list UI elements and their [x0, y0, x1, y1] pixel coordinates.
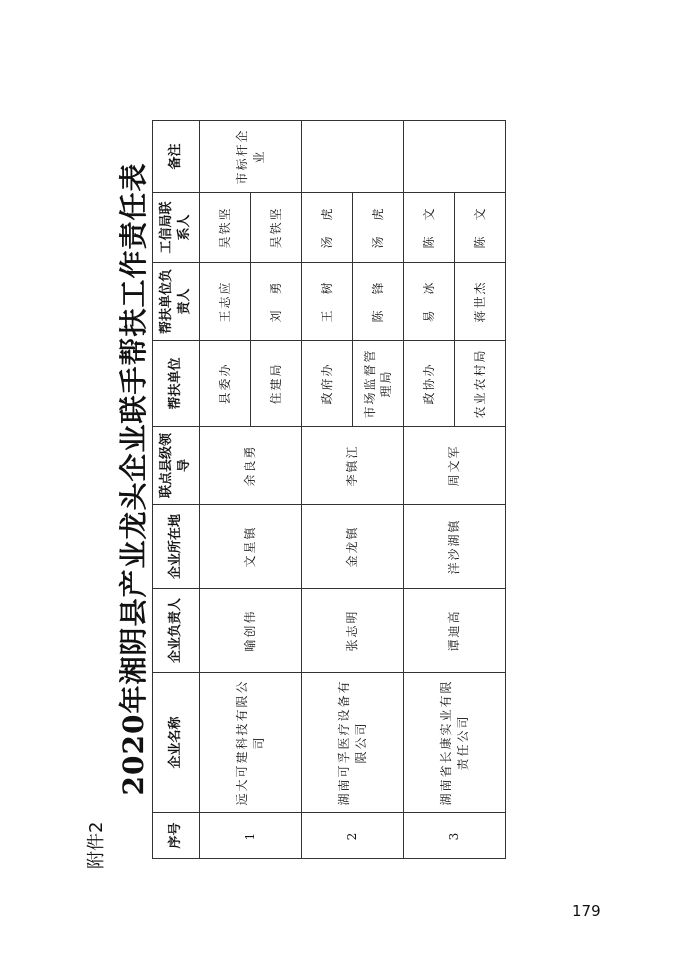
cell-county-leader: 余良勇 — [200, 427, 302, 505]
cell-unit: 农业农村局 — [455, 341, 506, 427]
cell-contact: 陈 文 — [455, 193, 506, 263]
cell-no: 3 — [404, 813, 506, 859]
cell-unit: 住建局 — [251, 341, 302, 427]
cell-no: 1 — [200, 813, 302, 859]
cell-no: 2 — [302, 813, 404, 859]
cell-unit-head: 王 树 — [302, 263, 353, 341]
document-title: 2020年湘阴县产业龙头企业联手帮扶工作责任表 — [117, 162, 150, 796]
responsibility-table — [152, 120, 506, 859]
cell-county-leader: 周文军 — [404, 427, 506, 505]
cell-company: 远大可建科技有限公司 — [200, 673, 302, 813]
cell-unit-head: 陈 锋 — [353, 263, 404, 341]
cell-company: 湖南可孚医疗设备有限公司 — [302, 673, 404, 813]
cell-remark — [302, 121, 404, 193]
cell-location: 文星镇 — [200, 505, 302, 589]
cell-unit-head: 易 冰 — [404, 263, 455, 341]
cell-county-leader: 李镇江 — [302, 427, 404, 505]
cell-contact: 吴铁坚 — [200, 193, 251, 263]
cell-unit-head: 蒋世杰 — [455, 263, 506, 341]
cell-contact: 吴铁坚 — [251, 193, 302, 263]
cell-unit-head: 王志应 — [200, 263, 251, 341]
cell-remark — [404, 121, 506, 193]
header-remark: 备注 — [153, 121, 200, 193]
header-unit: 帮扶单位 — [153, 341, 200, 427]
cell-unit: 政协办 — [404, 341, 455, 427]
cell-location: 金龙镇 — [302, 505, 404, 589]
table-header-row — [153, 121, 200, 859]
cell-unit-head: 刘 勇 — [251, 263, 302, 341]
header-company: 企业名称 — [153, 673, 200, 813]
header-location: 企业所在地 — [153, 505, 200, 589]
cell-contact: 汤 虎 — [353, 193, 404, 263]
cell-location: 洋沙湖镇 — [404, 505, 506, 589]
cell-leader: 喻创伟 — [200, 589, 302, 673]
cell-remark: 市标杆企业 — [200, 121, 302, 193]
header-contact: 工信局联系人 — [153, 193, 200, 263]
cell-company: 湖南省长康实业有限责任公司 — [404, 673, 506, 813]
header-no: 序号 — [153, 813, 200, 859]
cell-unit: 市场监督管理局 — [353, 341, 404, 427]
cell-leader: 谭迪高 — [404, 589, 506, 673]
table-row — [404, 121, 455, 859]
header-unit-head: 帮扶单位负责人 — [153, 263, 200, 341]
table-row — [302, 121, 353, 859]
page-number: 179 — [572, 902, 601, 920]
header-county-leader: 联点县级领导 — [153, 427, 200, 505]
cell-contact: 陈 文 — [404, 193, 455, 263]
attachment-label: 附件2 — [86, 821, 107, 869]
header-leader: 企业负责人 — [153, 589, 200, 673]
cell-leader: 张志明 — [302, 589, 404, 673]
cell-unit: 县委办 — [200, 341, 251, 427]
cell-contact: 汤 虎 — [302, 193, 353, 263]
table-row — [200, 121, 251, 859]
cell-unit: 政府办 — [302, 341, 353, 427]
